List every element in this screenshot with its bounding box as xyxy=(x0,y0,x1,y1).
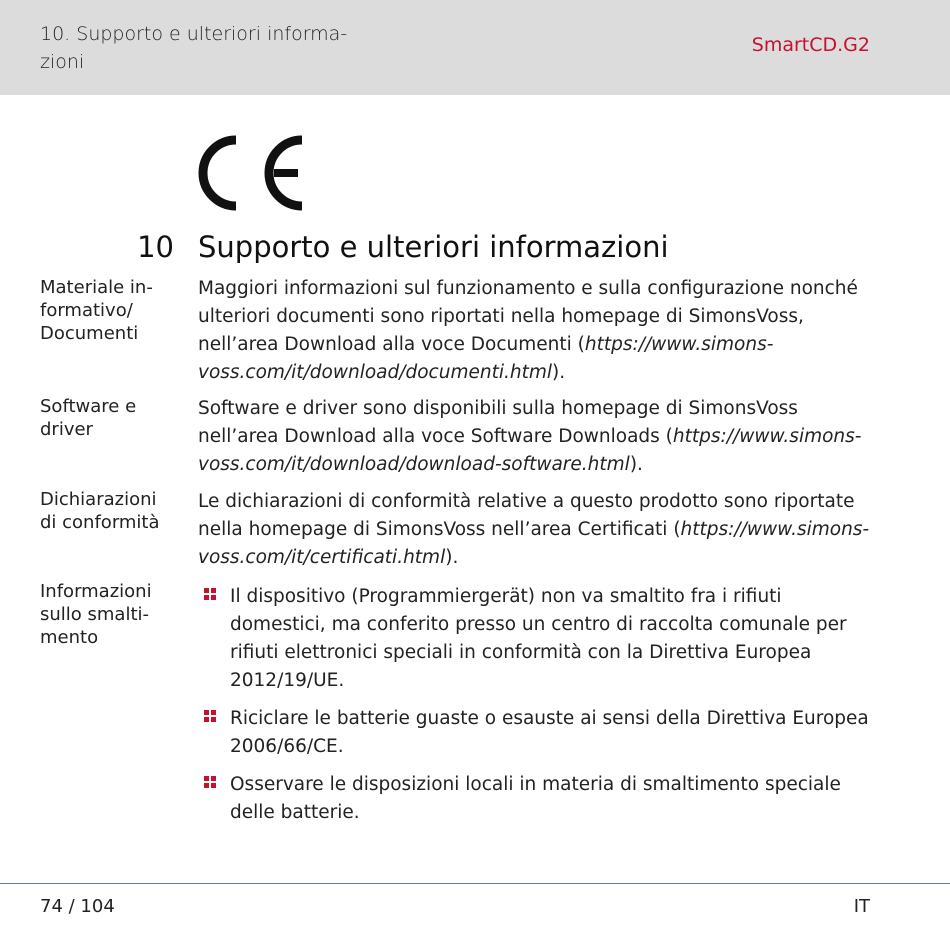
documents-paragraph xyxy=(198,275,878,387)
documents-link[interactable]: https://www.simons-voss.com/it/download/documenti.html xyxy=(198,334,774,383)
list-item-text: Riciclare le batterie guaste o esauste ai sensi della Direttiva Europea 2006/66/CE. xyxy=(230,708,869,757)
language-code: IT xyxy=(853,896,870,917)
ce-marking-icon xyxy=(196,132,308,214)
disposal-list xyxy=(198,583,878,827)
list-item xyxy=(198,583,878,695)
conformity-paragraph xyxy=(198,488,878,572)
header-chapter-line: zioni xyxy=(40,51,85,73)
side-label-line: Documenti xyxy=(40,323,139,344)
paragraph-text: ). xyxy=(629,454,643,475)
list-item xyxy=(198,771,878,827)
red-square-bullet-icon xyxy=(204,588,216,600)
side-label-disposal xyxy=(40,580,175,649)
certificates-link[interactable]: https://www.simons-voss.com/it/certificati.html xyxy=(198,519,870,568)
footer-divider xyxy=(0,883,950,884)
header-product-name: SmartCD.G2 xyxy=(751,34,870,56)
side-label-line: driver xyxy=(40,419,93,440)
side-label-line: Informazioni xyxy=(40,581,152,602)
side-label-line: Dichiarazioni xyxy=(40,489,157,510)
paragraph-text: ). xyxy=(445,547,459,568)
chapter-number: 10 xyxy=(137,230,174,264)
header-chapter-title xyxy=(40,20,360,76)
chapter-title: Supporto e ulteriori informazioni xyxy=(198,230,669,264)
paragraph-text: Maggiori informazioni sul funzionamento e sulla configurazione nonché ulteriori documenti sono riportati nella homepage di SimonsVoss, nell’area Download alla voce Documenti ( xyxy=(198,278,858,355)
list-item-text: Il dispositivo (Programmiergerät) non va smaltito fra i rifiuti domestici, ma conferito presso un centro di raccolta comunale per rifiuti elettronici speciali in conformità con la Direttiva Europea 2012/19/UE. xyxy=(230,586,847,691)
paragraph-text: Software e driver sono disponibili sulla homepage di SimonsVoss nell’area Download alla voce Software Downloads ( xyxy=(198,398,798,447)
side-label-software xyxy=(40,395,175,441)
side-label-line: di conformità xyxy=(40,512,160,533)
software-link[interactable]: https://www.simons-voss.com/it/download/download-software.html xyxy=(198,426,862,475)
paragraph-text: ). xyxy=(551,362,566,383)
page-number: 74 / 104 xyxy=(40,896,115,917)
software-paragraph xyxy=(198,395,878,479)
paragraph-text: Le dichiarazioni di conformità relative a questo prodotto sono riportate nella homepage di SimonsVoss nell’area Certificati ( xyxy=(198,491,855,540)
side-label-line: Materiale in- xyxy=(40,277,153,298)
side-label-documents xyxy=(40,276,175,345)
list-item-text: Osservare le disposizioni locali in materia di smaltimento speciale delle batterie. xyxy=(230,774,841,823)
side-label-line: Software e xyxy=(40,396,137,417)
red-square-bullet-icon xyxy=(204,710,216,722)
list-item xyxy=(198,705,878,761)
side-label-conformity xyxy=(40,488,175,534)
side-label-line: formativo/ xyxy=(40,300,133,321)
side-label-line: sullo smalti- xyxy=(40,604,150,625)
red-square-bullet-icon xyxy=(204,776,216,788)
side-label-line: mento xyxy=(40,627,99,648)
header-chapter-line: 10. Supporto e ulteriori informa- xyxy=(40,23,348,45)
page-header xyxy=(0,0,950,95)
